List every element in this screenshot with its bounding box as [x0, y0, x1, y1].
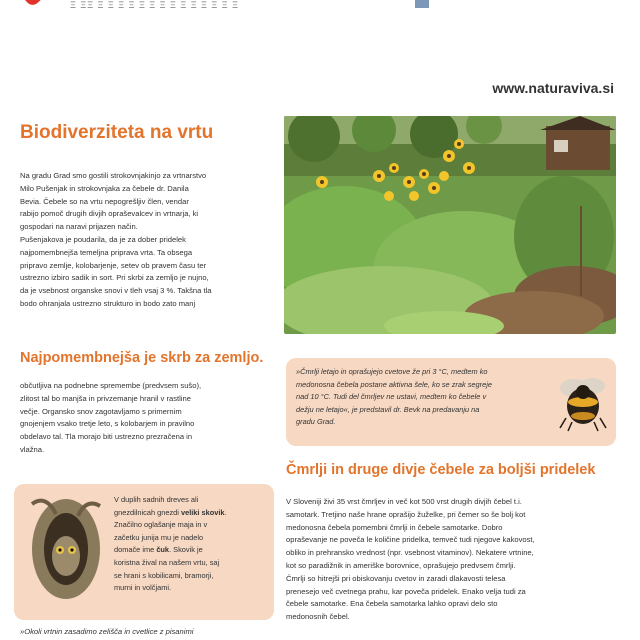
- text-line: Značilno oglašanje maja in v: [114, 520, 208, 530]
- text-line: murni in volčjami.: [114, 583, 172, 593]
- article-intro: [20, 170, 278, 311]
- text-line: Beviа. Čebele so na vrtu nepogrešljiv člen, vendar: [20, 196, 189, 206]
- text-line: medonosna čebela postane aktivna šele, ko se zrak segreje: [296, 379, 492, 389]
- text-line: prenesejo več cvetnega prahu, kar poveča pridelek. Enako velja tudi za: [286, 586, 526, 596]
- text-line: V duplih sadnih dreves ali: [114, 495, 199, 504]
- bumblebees-text: [286, 496, 616, 624]
- text-line: Pušenjakova je poudarila, da je za dober pridelek: [20, 234, 186, 244]
- text-line: Milo Pušenjak in strokovnjaka za čebele dr. Danila: [20, 183, 189, 193]
- garden-photo: [284, 116, 616, 334]
- section-soil-text: [20, 380, 278, 457]
- section-heading-soil: Najpomembnejša je skrb za zemljo.: [20, 350, 264, 366]
- text-line: vlažna.: [20, 444, 45, 454]
- text-line: večje. Organsko snov zagotavljamo s primernim: [20, 406, 182, 416]
- text-line: dežju ne letajo«, je predstavil dr. Bevk na predavanju na: [296, 404, 480, 414]
- header-strip-text: Ξ ΞΞ Ξ Ξ Ξ Ξ Ξ Ξ Ξ Ξ Ξ Ξ Ξ Ξ Ξ Ξ: [70, 0, 239, 10]
- text-line: da je vsebnost organske snovi v tleh vsaj 3 %. Takšna tla: [20, 286, 212, 296]
- text-line: gospodari na naravi prijazen način.: [20, 222, 138, 232]
- text-line: medonosnih čebel.: [286, 612, 350, 622]
- text-line: opraševanje ne poveča le količine pridelka, temveč tudi njegove kakovost,: [286, 535, 535, 545]
- text-line: gradu Grad.: [296, 417, 336, 427]
- text-line: obdelavo tal. Tla morajo biti ustrezno prezračena in: [20, 432, 193, 442]
- text-line: gnojenjem vsako tretje leto, s kolobarjem in pravilno: [20, 419, 195, 429]
- section-heading-bumblebees: Čmrlji in druge divje čebele za boljši pridelek: [286, 462, 596, 478]
- text-line: gnezdilnicah gnezdi veliki skovik.: [114, 507, 227, 517]
- text-line: bodo ohranjala ustrezno strukturo in bodo zato manj: [20, 298, 196, 308]
- text-line: medonosna čebela pomembni čmrlji in čebele samotarke. Dobro: [286, 522, 503, 532]
- text-line: ustrezno izbiro sadik in sort. Pri skrbi za zemljo je nujno,: [20, 273, 209, 283]
- text-line: obliko in prehransko vrednost (npr. vsebnost vitaminov). Nekatere vrtnine,: [286, 548, 534, 558]
- text-line: začetku junija mu je nadelo: [114, 532, 204, 542]
- footer-fragment: »Okoli vrtnin zasadimo zelišča in cvetlice z pisanimi: [20, 627, 194, 636]
- owl-photo: [26, 494, 106, 604]
- bumblebee-quote: [296, 366, 558, 429]
- bumblebee-icon: [556, 374, 610, 432]
- text-line: nad 10 °C. Tudi del čmrljev ne ustavi, medtem ko čebele v: [296, 392, 487, 402]
- text-line: samotark. Tretjino naše hrane oprašijo žuželke, pri čemer so še bolj kot: [286, 509, 526, 519]
- text-line: čebele samotarke. Ena čebela samotarka lahko opravi delo sto: [286, 599, 498, 609]
- text-line: kot so paradižnik in ameriške borovnice, oprašujejo predvsem čmrlji.: [286, 560, 516, 570]
- text-line: se hrani s kobilicami, bramorji,: [114, 570, 214, 580]
- text-line: zlitost tal bo manjša in privzemanje hranil v rastline: [20, 393, 191, 403]
- text-line: pripravo zemlje, kolobarjenje, setev ob pravem času ter: [20, 260, 207, 270]
- partner-logo: [415, 0, 429, 8]
- text-line: rabijo pomoč drugih divjih opraševalcev in vrtnarja, ki: [20, 209, 199, 219]
- article-title: Biodiverziteta na vrtu: [20, 122, 214, 143]
- text-line: občutljiva na podnebne spremembe (predvsem sušo),: [20, 381, 202, 390]
- text-line: najpomembnejša temeljna priprava vrta. Ta obsega: [20, 247, 193, 257]
- natura-viva-logo: [18, 0, 48, 18]
- website-url[interactable]: www.naturaviva.si: [492, 80, 614, 96]
- text-line: domače ime čuk. Skovik je: [114, 545, 203, 555]
- text-line: V Sloveniji živi 35 vrst čmrljev in več kot 500 vrst drugih divjih čebel t.i.: [286, 497, 522, 506]
- text-line: Na gradu Grad smo gostili strokovnjakinjo za vrtnarstvo: [20, 171, 207, 180]
- text-line: Čmrlji so hitrejši pri obiskovanju cvetov in zaradi dlakavosti telesa: [286, 573, 506, 583]
- text-line: »Čmrlji letajo in oprašujejo cvetove že pri 3 °C, medtem ko: [296, 367, 488, 376]
- text-line: koristna žival na našem vrtu, saj: [114, 557, 220, 567]
- owl-callout-text: [114, 494, 272, 595]
